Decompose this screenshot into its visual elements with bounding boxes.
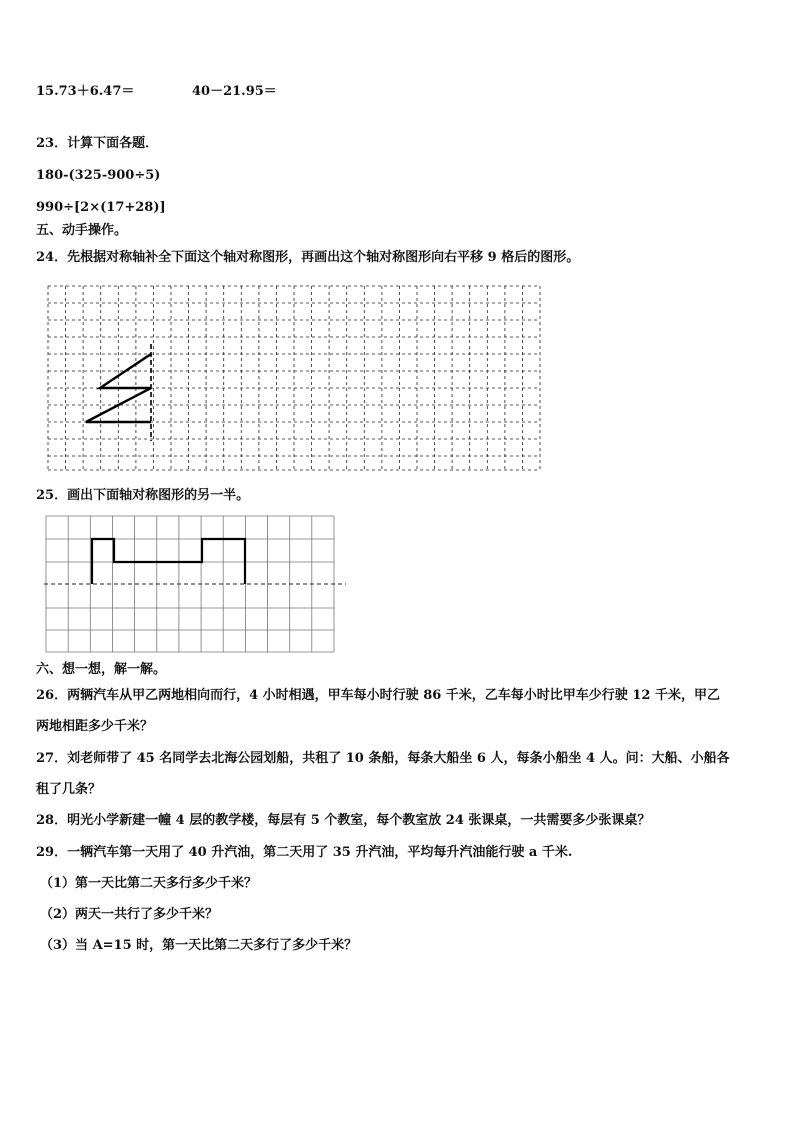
q29-sub2: （2）两天一共行了多少千米？ — [40, 907, 219, 922]
section-6-heading: 六、想一想，解一解。 — [36, 662, 167, 677]
q28-text: 28．明光小学新建一幢 4 层的教学楼，每层有 5 个教室，每个教室放 24 张课桌，一共需要多少张课桌？ — [36, 813, 651, 828]
calc-right: 40－21.95＝ — [192, 84, 277, 99]
q25-grid-figure — [44, 514, 348, 656]
q27-line2: 租了几条？ — [36, 782, 102, 797]
q29-text: 29．一辆汽车第一天用了 40 升汽油，第二天用了 35 升汽油，平均每升汽油能行驶 a 千米. — [36, 845, 573, 860]
q29-sub1: （1）第一天比第二天多行多少千米？ — [40, 876, 258, 891]
q23-expr1: 180-(325-900÷5) — [36, 168, 161, 183]
q26-line2: 两地相距多少千米？ — [36, 719, 154, 734]
q23-expr2: 990÷[2×(17+28)] — [36, 200, 166, 215]
q26-line1: 26．两辆汽车从甲乙两地相向而行，4 小时相遇，甲车每小时行驶 86 千米，乙车每小时比甲车少行驶 12 千米，甲乙 — [36, 688, 720, 703]
q24-text: 24．先根据对称轴补全下面这个轴对称图形，再画出这个轴对称图形向右平移 9 格后的图形。 — [36, 250, 580, 265]
q29-sub3: （3）当 A=15 时，第一天比第二天多行了多少千米？ — [40, 938, 358, 953]
q27-line1: 27．刘老师带了 45 名同学去北海公园划船，共租了 10 条船，每条大船坐 6 人，每条小船坐 4 人。问：大船、小船各 — [36, 751, 730, 766]
q25-text: 25．画出下面轴对称图形的另一半。 — [36, 488, 250, 503]
q24-grid-lines — [48, 286, 540, 470]
q24-grid-figure — [46, 284, 542, 474]
calc-left: 15.73＋6.47＝ — [36, 84, 135, 99]
q25-half-figure — [92, 539, 245, 584]
section-5-heading: 五、动手操作。 — [36, 223, 128, 238]
q23-title: 23．计算下面各题． — [36, 136, 159, 151]
